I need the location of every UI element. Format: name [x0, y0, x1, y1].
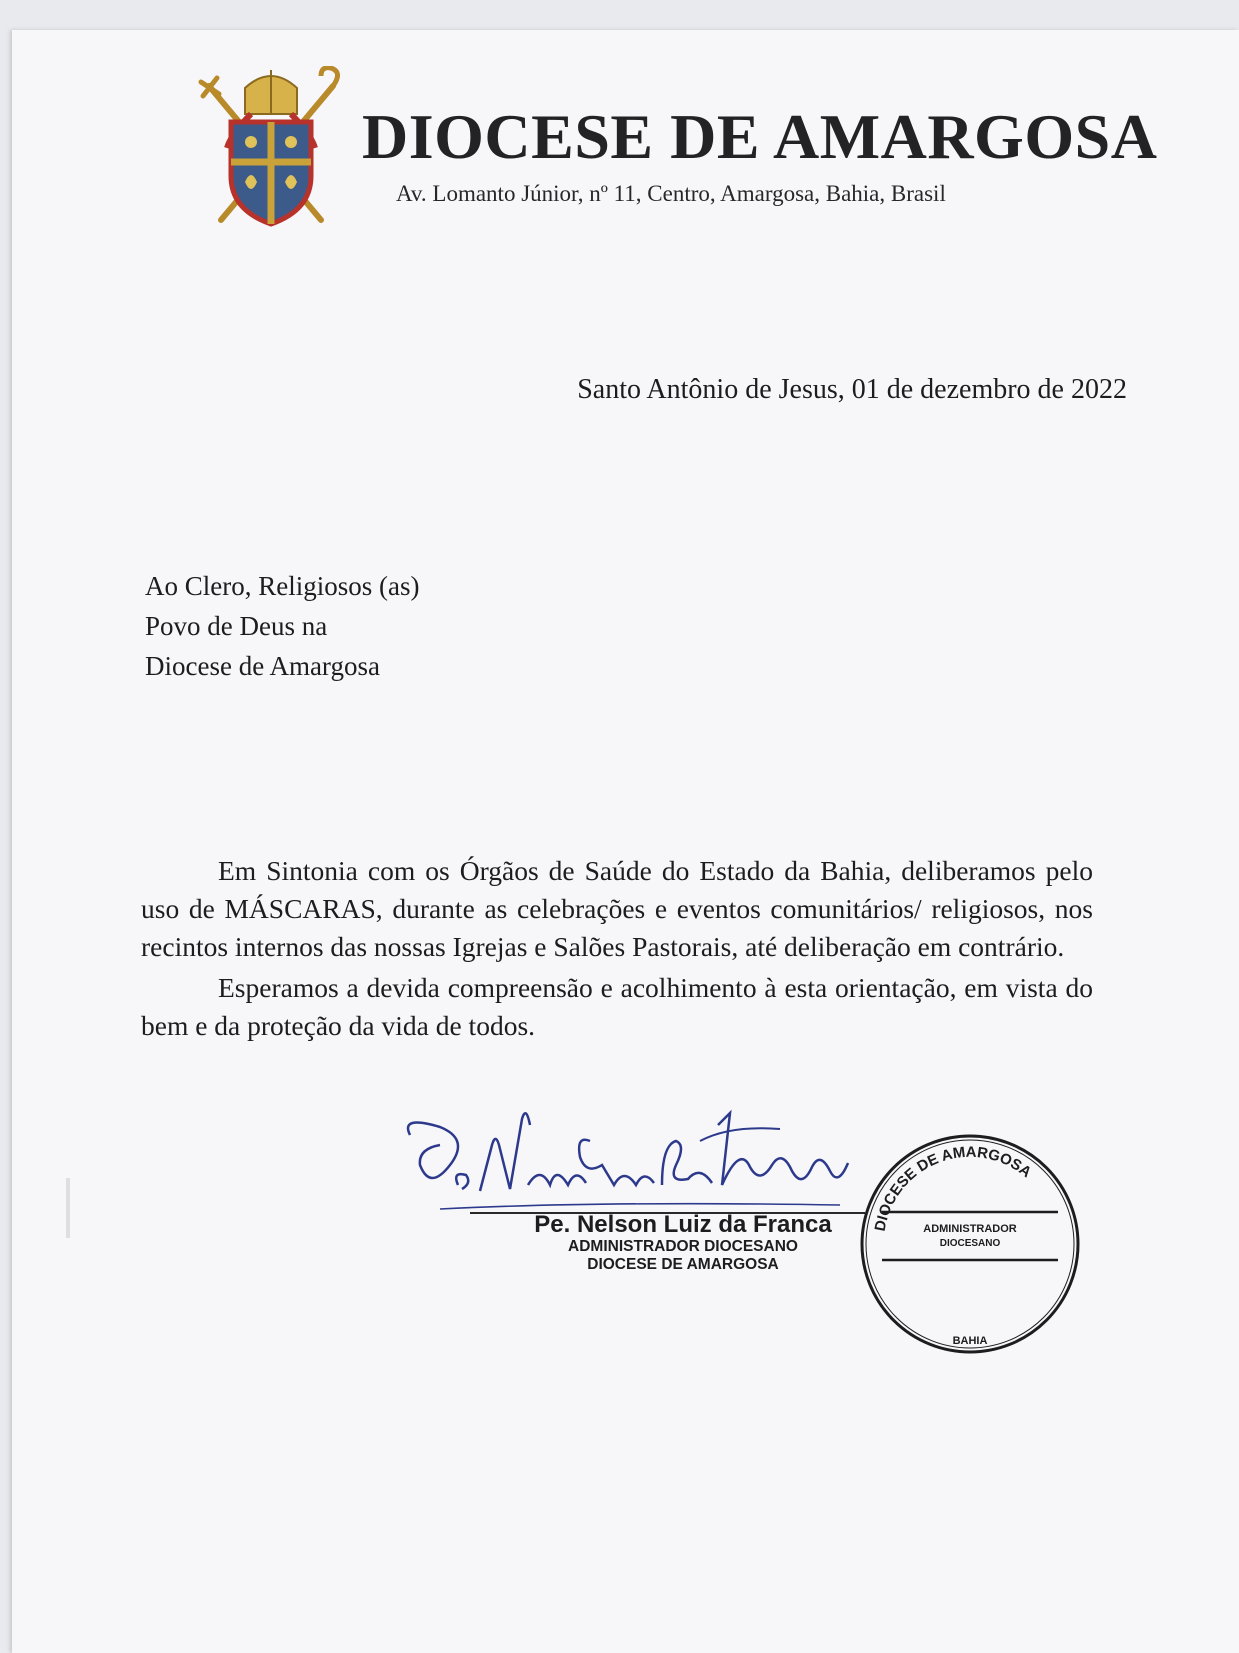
- diocese-title: DIOCESE DE AMARGOSA: [362, 101, 1158, 172]
- stamp-center-line1: ADMINISTRADOR: [923, 1223, 1017, 1235]
- letter-date: Santo Antônio de Jesus, 01 de dezembro de 2022: [577, 374, 1127, 405]
- stamp-bottom-text: BAHIA: [952, 1335, 988, 1347]
- diocese-address: Av. Lomanto Júnior, nº 11, Centro, Amargosa, Bahia, Brasil: [396, 181, 946, 206]
- signer-role: ADMINISTRADOR DIOCESANO: [568, 1238, 798, 1255]
- signer-organization: DIOCESE DE AMARGOSA: [587, 1256, 779, 1273]
- official-stamp: [852, 1128, 1084, 1360]
- svg-text:DIOCESE DE AMARGOSA: [872, 1144, 1035, 1233]
- recipient-line: Diocese de Amargosa: [145, 651, 380, 681]
- letter-page: [12, 30, 1239, 1653]
- body-paragraph: Em Sintonia com os Órgãos de Saúde do Estado da Bahia, deliberamos pelo uso de MÁSCARAS, durante as celebrações e eventos comunitários/ religiosos, nos recintos internos das nossas Igrejas e Salões Pastorais, até deliberação em contrário.: [141, 855, 1093, 962]
- stamp-arc-text: DIOCESE DE AMARGOSA: [871, 1143, 1035, 1233]
- body-paragraph: Esperamos a devida compreensão e acolhimento à esta orientação, em vista do bem e da proteção da vida de todos.: [141, 972, 1093, 1041]
- stamp-center-line2: DIOCESANO: [939, 1238, 1001, 1249]
- scan-smudge: [62, 1178, 76, 1238]
- signer-block: [518, 1212, 848, 1274]
- signer-name: Pe. Nelson Luiz da Franca: [534, 1211, 832, 1238]
- recipients-block: [145, 566, 419, 686]
- recipient-line: Ao Clero, Religiosos (as): [145, 571, 420, 601]
- diocese-coat-of-arms-icon: [195, 66, 347, 232]
- letter-body: [141, 852, 1093, 1048]
- recipient-line: Povo de Deus na: [145, 611, 328, 641]
- handwritten-signature: [400, 1105, 870, 1220]
